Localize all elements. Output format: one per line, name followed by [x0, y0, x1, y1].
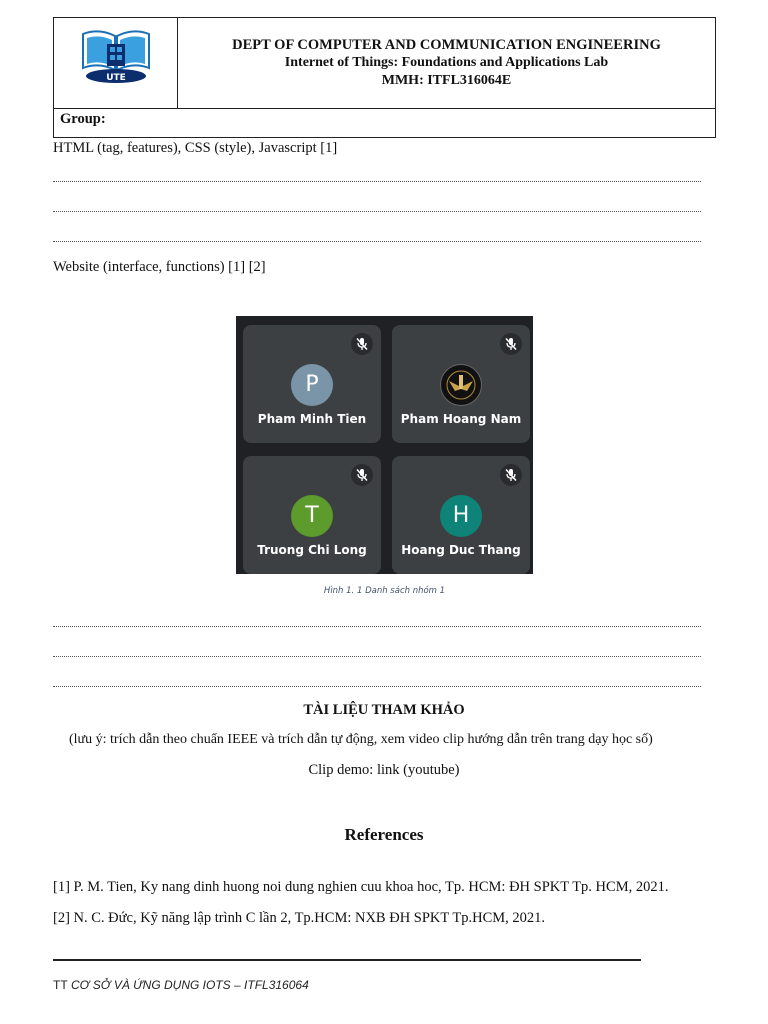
- avatar: P: [291, 364, 333, 406]
- ute-logo: [79, 26, 153, 84]
- participants-figure: [236, 316, 533, 574]
- header-titles: [178, 36, 715, 90]
- section-website: Website (interface, functions) [1] [2]: [53, 259, 266, 275]
- footer-prefix: TT: [53, 978, 68, 992]
- dept-title: DEPT OF COMPUTER AND COMMUNICATION ENGINEERING: [232, 37, 661, 53]
- dotted-line: [53, 626, 701, 627]
- refs-title: TÀI LIỆU THAM KHẢO: [303, 702, 465, 718]
- participant-name: Truong Chi Long: [257, 543, 367, 557]
- reference-item: [2] N. C. Đức, Kỹ năng lập trình C lần 2, Tp.HCM: NXB ĐH SPKT Tp.HCM, 2021.: [53, 910, 546, 926]
- svg-text:UTE: UTE: [106, 73, 126, 83]
- dotted-line: [53, 241, 701, 242]
- course-code: MMH: ITFL316064E: [381, 73, 512, 88]
- dotted-line: [53, 656, 701, 657]
- clip-demo: Clip demo: link (youtube): [308, 762, 460, 778]
- footer: [53, 978, 309, 992]
- dotted-line: [53, 181, 701, 182]
- mic-off-icon: [500, 464, 522, 486]
- emblem-avatar: [440, 364, 482, 406]
- section-html-css-js: HTML (tag, features), CSS (style), Javascript [1]: [53, 140, 338, 156]
- participant-name: Pham Hoang Nam: [400, 412, 522, 426]
- footer-title: CƠ SỞ VÀ ỨNG DỤNG IOTS – ITFL316064: [67, 978, 309, 992]
- header-divider-horizontal: [54, 108, 715, 109]
- participant-tile: [243, 456, 381, 574]
- course-title: Internet of Things: Foundations and Applications Lab: [284, 55, 609, 70]
- mic-off-icon: [351, 333, 373, 355]
- mic-off-icon: [500, 333, 522, 355]
- participant-name: Hoang Duc Thang: [401, 543, 521, 557]
- refs-note: (lưu ý: trích dẫn theo chuẩn IEEE và trích dẫn tự động, xem video clip hướng dẫn trên trang dạy học số): [69, 732, 653, 747]
- mic-off-icon: [351, 464, 373, 486]
- group-label: Group:: [60, 111, 106, 127]
- avatar: T: [291, 495, 333, 537]
- figure-caption: Hình 1. 1 Danh sách nhóm 1: [323, 586, 446, 596]
- footer-rule: [53, 959, 641, 961]
- header-table: [53, 17, 716, 138]
- participant-tile: [392, 325, 530, 443]
- participant-name: Pham Minh Tien: [257, 412, 367, 426]
- dotted-line: [53, 686, 701, 687]
- references-heading: References: [344, 825, 424, 844]
- avatar: H: [440, 495, 482, 537]
- participant-tile: [243, 325, 381, 443]
- participant-tile: [392, 456, 530, 574]
- dotted-line: [53, 211, 701, 212]
- reference-item: [1] P. M. Tien, Ky nang dinh huong noi dung nghien cuu khoa hoc, Tp. HCM: ĐH SPKT Tp. HCM, 2021.: [53, 879, 669, 895]
